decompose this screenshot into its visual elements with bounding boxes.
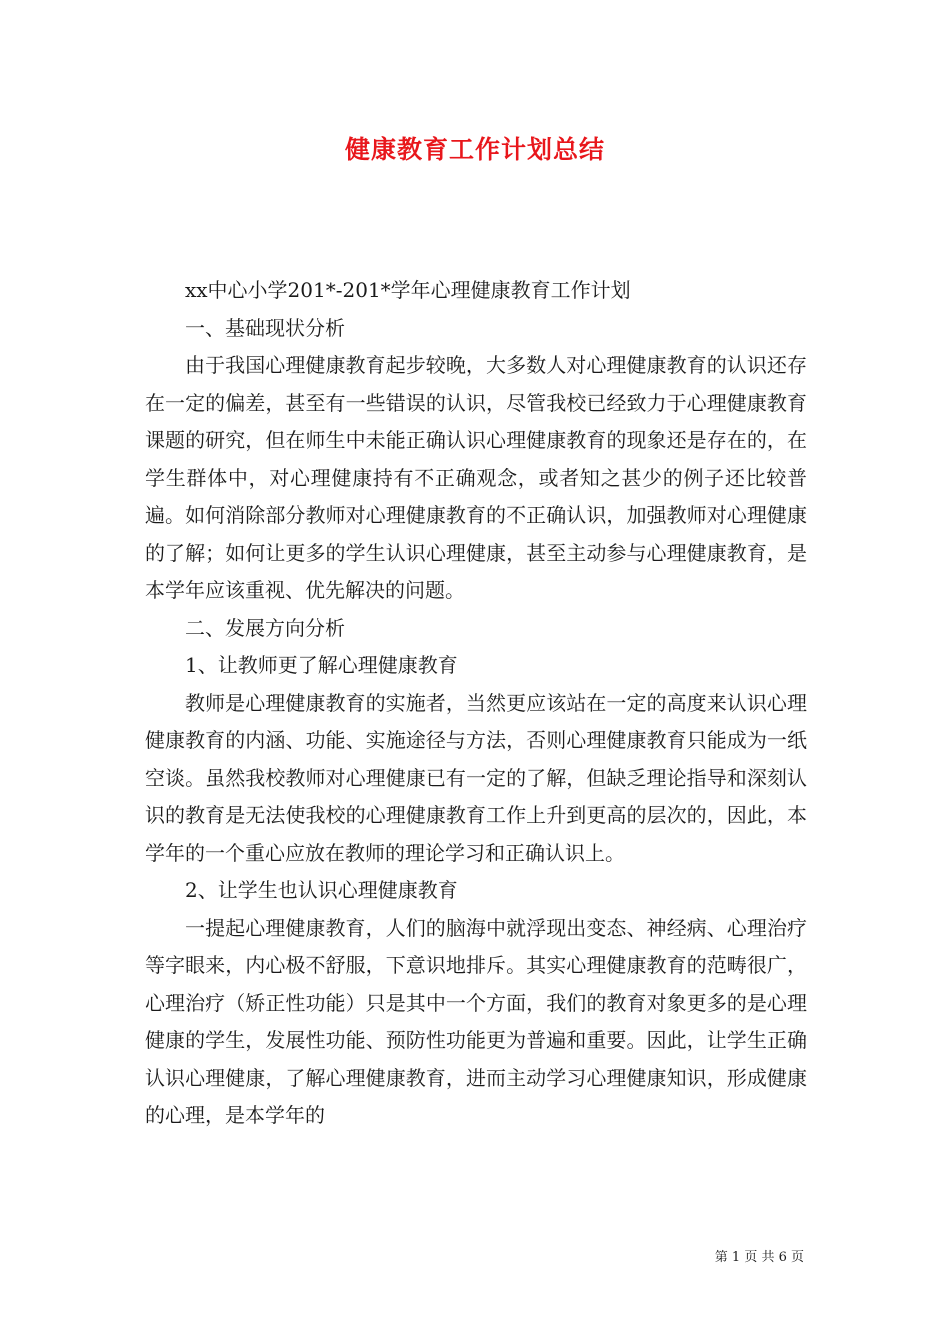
subsection-heading-2: 2、让学生也认识心理健康教育 <box>185 878 458 902</box>
section-heading-2: 二、发展方向分析 <box>185 615 345 640</box>
page-number: 第 1 页 共 6 页 <box>714 1250 804 1265</box>
subsection-heading-1: 1、让教师更了解心理健康教育 <box>185 653 458 677</box>
paragraph: 教师是心理健康教育的实施者，当然更应该站在一定的高度来认识心理健康教育的内涵、功能、实施途径与方法，否则心理健康教育只能成为一纸空谈。虽然我校教师对心理健康已有一定的了解，但缺乏理论指导和深刻认识的教育是无法使我校的心理健康教育工作上升到更高的层次的，因此，本学年的一个重心应放在教师的理论学习和正确认识上。 <box>145 690 807 865</box>
paragraph-plan-heading: xx中心小学201*-201*学年心理健康教育工作计划 <box>185 278 631 302</box>
section-heading-1: 一、基础现状分析 <box>185 315 345 340</box>
paragraph: 一提起心理健康教育，人们的脑海中就浮现出变态、神经病、心理治疗等字眼来，内心极不舒服，下意识地排斥。其实心理健康教育的范畴很广，心理治疗（矫正性功能）只是其中一个方面，我们的教育对象更多的是心理健康的学生，发展性功能、预防性功能更为普遍和重要。因此，让学生正确认识心理健康，了解心理健康教育，进而主动学习心理健康知识，形成健康的心理，是本学年的 <box>145 915 807 1127</box>
document-body <box>145 272 807 1135</box>
document-title: 健康教育工作计划总结 <box>344 135 605 164</box>
paragraph: 由于我国心理健康教育起步较晚，大多数人对心理健康教育的认识还存在一定的偏差，甚至有一些错误的认识，尽管我校已经致力于心理健康教育课题的研究，但在师生中未能正确认识心理健康教育的现象还是存在的，在学生群体中，对心理健康持有不正确观念，或者知之甚少的例子还比较普遍。如何消除部分教师对心理健康教育的不正确认识，加强教师对心理健康的了解；如何让更多的学生认识心理健康，甚至主动参与心理健康教育，是本学年应该重视、优先解决的问题。 <box>145 353 807 602</box>
